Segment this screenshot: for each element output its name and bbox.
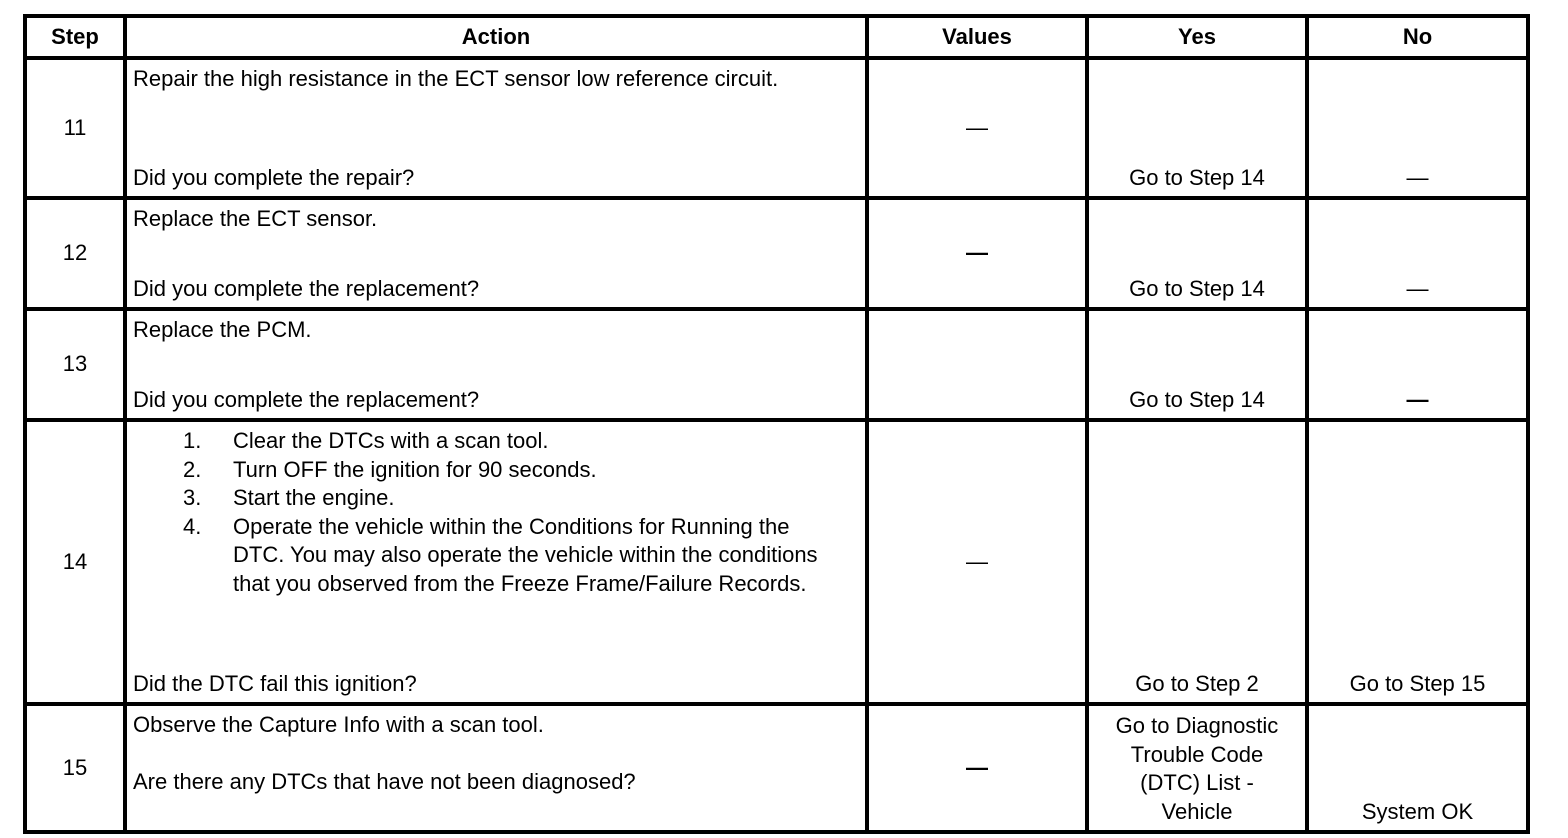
substep-item <box>183 513 833 599</box>
table-row <box>25 198 1528 309</box>
no-cell: — <box>1307 309 1528 420</box>
substep-item <box>183 484 861 513</box>
action-question: Are there any DTCs that have not been diagnosed? <box>133 768 636 794</box>
step-number: 15 <box>25 704 125 832</box>
action-cell <box>125 704 867 832</box>
substep-text: Clear the DTCs with a scan tool. <box>233 428 549 453</box>
no-cell: — <box>1307 198 1528 309</box>
values-cell <box>867 309 1087 420</box>
yes-cell: Go to Step 14 <box>1087 198 1307 309</box>
action-cell <box>125 420 867 704</box>
substep-text: Turn OFF the ignition for 90 seconds. <box>233 456 597 482</box>
header-row <box>25 16 1528 58</box>
substep-text: Operate the vehicle within the Conditions for Running the DTC. You may also operate the vehicle within the conditions that you observed from the Freeze Frame/Failure Records. <box>233 513 818 596</box>
yes-cell: Go to Step 14 <box>1087 58 1307 198</box>
action-instruction: Repair the high resistance in the ECT sensor low reference circuit. <box>133 66 779 91</box>
header-values: Values <box>867 16 1087 58</box>
action-instruction: Replace the ECT sensor. <box>133 206 378 231</box>
substep-number: 2. <box>183 456 202 482</box>
yes-cell: Go to Step 2 <box>1087 420 1307 704</box>
header-action: Action <box>125 16 867 58</box>
values-cell: — <box>867 58 1087 198</box>
action-instruction: Replace the PCM. <box>133 317 312 342</box>
substep-item <box>183 456 861 485</box>
action-cell <box>125 309 867 420</box>
diagnostic-table <box>23 14 1530 834</box>
values-cell: — <box>867 420 1087 704</box>
action-instruction: Observe the Capture Info with a scan tool. <box>133 712 544 737</box>
step-number: 14 <box>25 420 125 704</box>
table-row <box>25 58 1528 198</box>
values-cell: — <box>867 704 1087 832</box>
substep-number: 1. <box>183 428 202 453</box>
no-cell: System OK <box>1307 704 1528 832</box>
yes-cell: Go to Step 14 <box>1087 309 1307 420</box>
action-question: Did you complete the repair? <box>133 164 415 190</box>
yes-cell: Go to Diagnostic Trouble Code (DTC) List - Vehicle <box>1087 704 1307 832</box>
action-question: Did you complete the replacement? <box>133 386 480 412</box>
step-number: 11 <box>25 58 125 198</box>
action-question: Did the DTC fail this ignition? <box>133 670 417 696</box>
no-cell: — <box>1307 58 1528 198</box>
action-question: Did you complete the replacement? <box>133 275 480 301</box>
action-cell <box>125 198 867 309</box>
header-step: Step <box>25 16 125 58</box>
header-yes: Yes <box>1087 16 1307 58</box>
step-number: 12 <box>25 198 125 309</box>
header-no: No <box>1307 16 1528 58</box>
no-cell: Go to Step 15 <box>1307 420 1528 704</box>
table-row <box>25 420 1528 704</box>
substep-item <box>183 427 861 456</box>
step-number: 13 <box>25 309 125 420</box>
substep-text: Start the engine. <box>233 485 395 510</box>
action-cell <box>125 58 867 198</box>
substep-list <box>133 427 861 598</box>
substep-number: 4. <box>183 513 202 539</box>
values-cell: — <box>867 198 1087 309</box>
substep-number: 3. <box>183 485 202 510</box>
table-row <box>25 704 1528 832</box>
table-row <box>25 309 1528 420</box>
